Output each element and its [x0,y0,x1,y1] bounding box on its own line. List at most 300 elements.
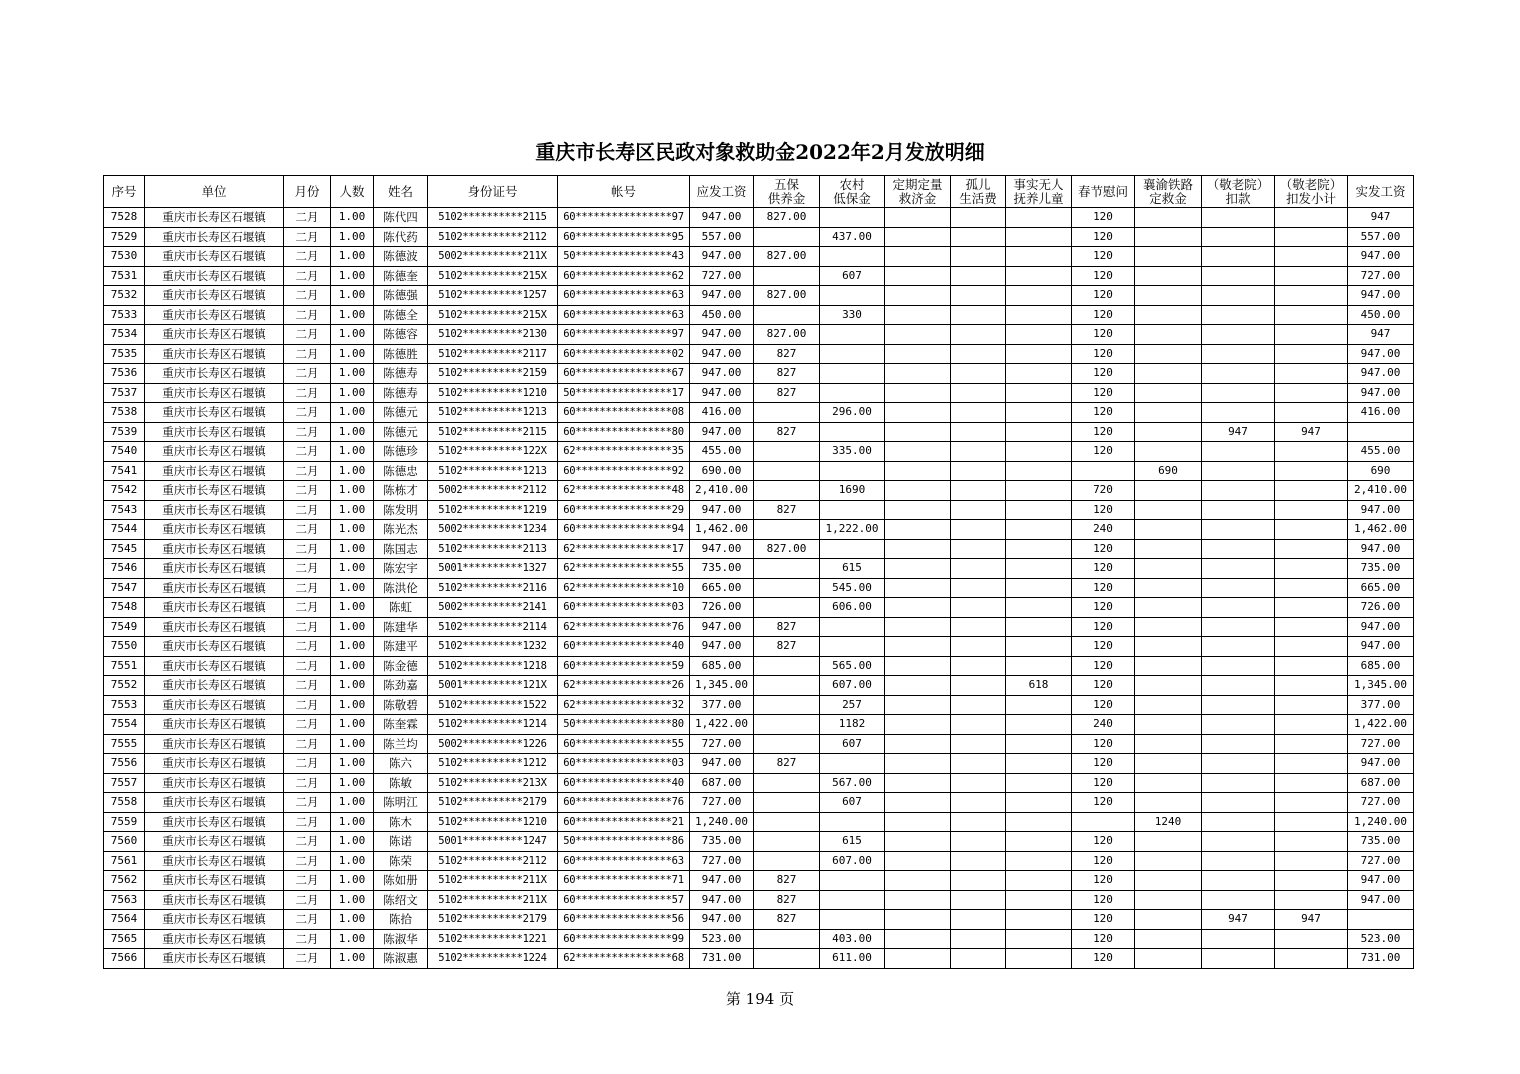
table-cell [1006,656,1072,676]
table-cell: 重庆市长寿区石堰镇 [145,227,284,247]
table-cell: 60****************94 [558,520,690,540]
table-cell: 1.00 [331,754,374,774]
table-cell [1135,286,1202,306]
table-cell: 7533 [104,305,145,325]
table-cell [951,812,1006,832]
table-cell: 727.00 [690,266,754,286]
table-cell: 二月 [284,325,331,345]
table-cell: 947 [1348,325,1414,345]
table-cell: 120 [1072,383,1135,403]
table-cell: 7539 [104,422,145,442]
table-cell: 5102**********2115 [428,208,558,228]
table-cell: 1,222.00 [820,520,885,540]
table-cell: 二月 [284,890,331,910]
table-cell: 重庆市长寿区石堰镇 [145,734,284,754]
table-cell [1275,539,1348,559]
table-cell [1275,871,1348,891]
table-cell [820,286,885,306]
table-cell: 726.00 [690,598,754,618]
table-cell: 455.00 [690,442,754,462]
table-cell [1006,286,1072,306]
table-cell [1202,851,1275,871]
table-cell: 1.00 [331,695,374,715]
table-cell [885,247,951,267]
table-cell: 50****************17 [558,383,690,403]
table-cell [1006,949,1072,969]
table-cell: 947.00 [690,910,754,930]
table-row [104,305,1414,325]
table-row [104,773,1414,793]
table-cell: 陈德奎 [374,266,428,286]
table-cell: 陈德寿 [374,364,428,384]
table-cell: 62****************68 [558,949,690,969]
table-cell: 7542 [104,481,145,501]
table-cell: 1.00 [331,500,374,520]
table-cell: 947 [1275,910,1348,930]
table-cell [1348,422,1414,442]
table-cell: 7564 [104,910,145,930]
table-cell [951,734,1006,754]
table-cell [1006,617,1072,637]
table-cell: 重庆市长寿区石堰镇 [145,871,284,891]
table-cell [820,325,885,345]
table-cell: 7553 [104,695,145,715]
table-cell: 615 [820,832,885,852]
table-cell: 60****************97 [558,208,690,228]
table-cell [885,266,951,286]
table-cell: 重庆市长寿区石堰镇 [145,500,284,520]
table-cell [1006,208,1072,228]
table-cell: 2,410.00 [690,481,754,501]
table-cell: 重庆市长寿区石堰镇 [145,617,284,637]
table-cell [1006,383,1072,403]
table-cell: 7532 [104,286,145,306]
table-cell: 陈金德 [374,656,428,676]
table-cell: 5102**********1219 [428,500,558,520]
table-cell: 827 [754,910,820,930]
table-cell: 727.00 [690,793,754,813]
table-cell [1275,383,1348,403]
table-cell: 二月 [284,383,331,403]
table-cell [885,617,951,637]
table-cell: 二月 [284,812,331,832]
table-cell: 陈明江 [374,793,428,813]
table-cell: 947.00 [690,422,754,442]
table-cell: 62****************17 [558,539,690,559]
table-cell [1072,461,1135,481]
table-cell: 二月 [284,695,331,715]
table-cell: 947.00 [1348,617,1414,637]
table-cell: 1.00 [331,559,374,579]
column-header: 农村 低保金 [820,176,885,208]
table-cell: 5102**********213X [428,773,558,793]
table-cell: 陈淑惠 [374,949,428,969]
table-row [104,403,1414,423]
table-cell [1202,442,1275,462]
table-cell [885,598,951,618]
table-cell [1275,676,1348,696]
table-cell: 1.00 [331,715,374,735]
table-cell [1006,890,1072,910]
table-cell: 7548 [104,598,145,618]
table-cell: 685.00 [690,656,754,676]
table-cell: 947.00 [1348,344,1414,364]
table-cell: 607 [820,266,885,286]
table-cell: 陈德容 [374,325,428,345]
table-cell: 陈德波 [374,247,428,267]
table-cell [820,422,885,442]
table-row [104,500,1414,520]
column-header: 事实无人 抚养儿童 [1006,176,1072,208]
table-cell: 1.00 [331,227,374,247]
table-cell: 450.00 [1348,305,1414,325]
table-cell [1006,266,1072,286]
table-row [104,364,1414,384]
table-cell: 120 [1072,890,1135,910]
table-cell [885,461,951,481]
table-cell: 120 [1072,559,1135,579]
table-cell: 陈建平 [374,637,428,657]
table-cell [1006,422,1072,442]
table-cell [820,247,885,267]
table-cell: 1.00 [331,578,374,598]
table-row [104,559,1414,579]
table-cell: 重庆市长寿区石堰镇 [145,461,284,481]
table-cell [1202,227,1275,247]
table-cell: 1.00 [331,676,374,696]
table-cell: 1.00 [331,266,374,286]
table-cell: 5102**********2115 [428,422,558,442]
table-cell [885,286,951,306]
table-cell: 二月 [284,871,331,891]
table-cell [1275,929,1348,949]
table-cell: 120 [1072,286,1135,306]
table-cell: 120 [1072,734,1135,754]
table-cell [885,520,951,540]
table-cell [754,695,820,715]
table-cell [951,403,1006,423]
table-row [104,520,1414,540]
table-cell: 947.00 [690,754,754,774]
table-cell: 947.00 [1348,871,1414,891]
table-cell: 120 [1072,344,1135,364]
table-cell [951,578,1006,598]
table-cell: 947.00 [1348,754,1414,774]
column-header: 五保 供养金 [754,176,820,208]
table-cell: 257 [820,695,885,715]
table-cell: 947.00 [690,500,754,520]
table-cell: 1.00 [331,422,374,442]
table-cell: 947.00 [690,871,754,891]
table-cell: 7555 [104,734,145,754]
table-cell: 827 [754,890,820,910]
table-cell: 二月 [284,734,331,754]
table-cell: 5102**********1218 [428,656,558,676]
table-cell: 陈兰均 [374,734,428,754]
table-cell: 重庆市长寿区石堰镇 [145,676,284,696]
table-cell [754,832,820,852]
table-cell: 陈代四 [374,208,428,228]
table-cell: 5002**********211X [428,247,558,267]
table-cell: 二月 [284,539,331,559]
table-cell: 615 [820,559,885,579]
table-cell: 120 [1072,598,1135,618]
table-cell: 120 [1072,208,1135,228]
table-cell: 455.00 [1348,442,1414,462]
table-cell: 827 [754,754,820,774]
table-cell [951,559,1006,579]
table-row [104,793,1414,813]
table-cell [885,364,951,384]
table-cell [754,734,820,754]
table-cell [1135,773,1202,793]
table-cell: 1,422.00 [690,715,754,735]
table-cell [1006,637,1072,657]
table-cell [1135,871,1202,891]
table-cell [1275,344,1348,364]
table-cell [1135,890,1202,910]
table-row [104,539,1414,559]
table-cell: 947.00 [1348,539,1414,559]
table-cell: 二月 [284,481,331,501]
table-cell: 1.00 [331,383,374,403]
table-cell: 735.00 [690,559,754,579]
table-cell [1006,481,1072,501]
table-cell [1275,754,1348,774]
table-cell [1006,364,1072,384]
table-cell: 陈德强 [374,286,428,306]
table-cell: 1.00 [331,949,374,969]
table-cell [1135,247,1202,267]
table-cell: 5102**********1224 [428,949,558,969]
table-cell [885,812,951,832]
table-cell: 重庆市长寿区石堰镇 [145,344,284,364]
table-row [104,832,1414,852]
table-cell: 重庆市长寿区石堰镇 [145,422,284,442]
table-cell: 120 [1072,500,1135,520]
table-cell: 二月 [284,559,331,579]
table-cell [885,305,951,325]
table-cell [754,559,820,579]
table-cell: 60****************55 [558,734,690,754]
table-cell: 727.00 [1348,851,1414,871]
table-cell [885,344,951,364]
table-cell: 827.00 [754,325,820,345]
table-cell: 7536 [104,364,145,384]
table-row [104,910,1414,930]
table-cell [1202,559,1275,579]
table-cell: 120 [1072,851,1135,871]
table-cell: 5002**********1234 [428,520,558,540]
table-cell: 827 [754,383,820,403]
table-cell [1275,617,1348,637]
table-cell: 陈德珍 [374,442,428,462]
table-cell [1006,520,1072,540]
table-cell [754,442,820,462]
table-cell: 1.00 [331,344,374,364]
table-cell [1202,871,1275,891]
table-cell [951,676,1006,696]
table-cell [1006,578,1072,598]
table-cell: 重庆市长寿区石堰镇 [145,598,284,618]
table-cell [820,754,885,774]
table-cell: 二月 [284,286,331,306]
table-cell [1202,715,1275,735]
table-cell [1135,500,1202,520]
table-cell [1135,305,1202,325]
table-row [104,461,1414,481]
table-cell [1275,247,1348,267]
table-cell: 重庆市长寿区石堰镇 [145,832,284,852]
table-cell: 重庆市长寿区石堰镇 [145,773,284,793]
table-cell [951,520,1006,540]
table-cell [1006,871,1072,891]
table-row [104,812,1414,832]
table-cell: 606.00 [820,598,885,618]
table-cell [951,910,1006,930]
table-cell [951,481,1006,501]
table-cell: 二月 [284,500,331,520]
table-cell [885,403,951,423]
table-cell: 5102**********2112 [428,851,558,871]
table-cell: 1.00 [331,403,374,423]
column-header: 实发工资 [1348,176,1414,208]
table-cell: 重庆市长寿区石堰镇 [145,851,284,871]
table-cell: 二月 [284,949,331,969]
table-cell: 陈德全 [374,305,428,325]
table-cell: 7530 [104,247,145,267]
table-cell [1275,715,1348,735]
table-cell: 60****************62 [558,266,690,286]
table-cell [885,481,951,501]
table-cell: 5102**********2130 [428,325,558,345]
table-cell [885,559,951,579]
table-cell [820,208,885,228]
table-cell [1202,247,1275,267]
table-cell: 重庆市长寿区石堰镇 [145,364,284,384]
table-cell [1275,305,1348,325]
table-cell [951,325,1006,345]
table-cell [885,851,951,871]
table-cell: 1,240.00 [1348,812,1414,832]
table-cell: 重庆市长寿区石堰镇 [145,208,284,228]
table-cell: 60****************08 [558,403,690,423]
table-cell: 5102**********2113 [428,539,558,559]
table-cell: 7538 [104,403,145,423]
table-row [104,442,1414,462]
table-cell [1275,403,1348,423]
table-cell: 62****************48 [558,481,690,501]
table-cell [885,910,951,930]
table-cell: 1,345.00 [1348,676,1414,696]
table-cell: 7541 [104,461,145,481]
table-cell: 重庆市长寿区石堰镇 [145,812,284,832]
table-cell: 1.00 [331,617,374,637]
table-cell: 5102**********211X [428,890,558,910]
table-cell [1275,578,1348,598]
table-cell: 二月 [284,227,331,247]
table-cell [1135,793,1202,813]
table-cell: 727.00 [1348,266,1414,286]
table-cell [951,851,1006,871]
table-cell: 120 [1072,695,1135,715]
table-cell: 重庆市长寿区石堰镇 [145,247,284,267]
table-cell: 重庆市长寿区石堰镇 [145,559,284,579]
table-cell: 重庆市长寿区石堰镇 [145,754,284,774]
table-cell: 947.00 [690,247,754,267]
table-cell [1135,539,1202,559]
table-cell [1135,344,1202,364]
table-cell [1006,695,1072,715]
table-cell: 607.00 [820,851,885,871]
table-row [104,676,1414,696]
table-cell: 5102**********1213 [428,403,558,423]
table-cell: 947.00 [1348,364,1414,384]
table-cell: 陈劲嘉 [374,676,428,696]
table-cell [951,754,1006,774]
table-cell: 50****************43 [558,247,690,267]
table-cell [1202,286,1275,306]
table-cell: 60****************99 [558,929,690,949]
table-row [104,949,1414,969]
table-cell: 827.00 [754,539,820,559]
table-cell: 60****************71 [558,871,690,891]
table-cell [1135,403,1202,423]
table-cell: 690 [1348,461,1414,481]
table-cell: 947 [1202,910,1275,930]
table-cell: 1,462.00 [690,520,754,540]
table-cell: 重庆市长寿区石堰镇 [145,637,284,657]
table-cell [1135,422,1202,442]
table-cell: 557.00 [1348,227,1414,247]
table-cell [1135,520,1202,540]
table-cell [754,793,820,813]
table-cell: 重庆市长寿区石堰镇 [145,403,284,423]
table-cell: 665.00 [690,578,754,598]
table-cell [885,383,951,403]
table-cell [1348,910,1414,930]
table-cell: 545.00 [820,578,885,598]
table-cell: 5102**********1210 [428,812,558,832]
table-cell [754,305,820,325]
table-cell [1202,403,1275,423]
table-cell: 二月 [284,520,331,540]
table-cell: 5102**********1210 [428,383,558,403]
table-cell: 523.00 [1348,929,1414,949]
table-cell: 重庆市长寿区石堰镇 [145,578,284,598]
table-cell: 二月 [284,442,331,462]
table-cell [1135,481,1202,501]
table-cell [951,929,1006,949]
table-cell: 7529 [104,227,145,247]
table-cell: 687.00 [1348,773,1414,793]
table-cell: 947.00 [1348,890,1414,910]
table-cell: 60****************29 [558,500,690,520]
table-cell [820,383,885,403]
table-cell: 120 [1072,656,1135,676]
table-cell [1202,208,1275,228]
table-cell [754,929,820,949]
table-cell: 二月 [284,851,331,871]
table-cell [754,578,820,598]
table-cell [885,871,951,891]
table-cell: 120 [1072,949,1135,969]
table-cell [951,305,1006,325]
table-cell: 240 [1072,520,1135,540]
table-cell: 60****************03 [558,754,690,774]
table-cell: 947.00 [690,325,754,345]
table-cell: 947.00 [1348,637,1414,657]
